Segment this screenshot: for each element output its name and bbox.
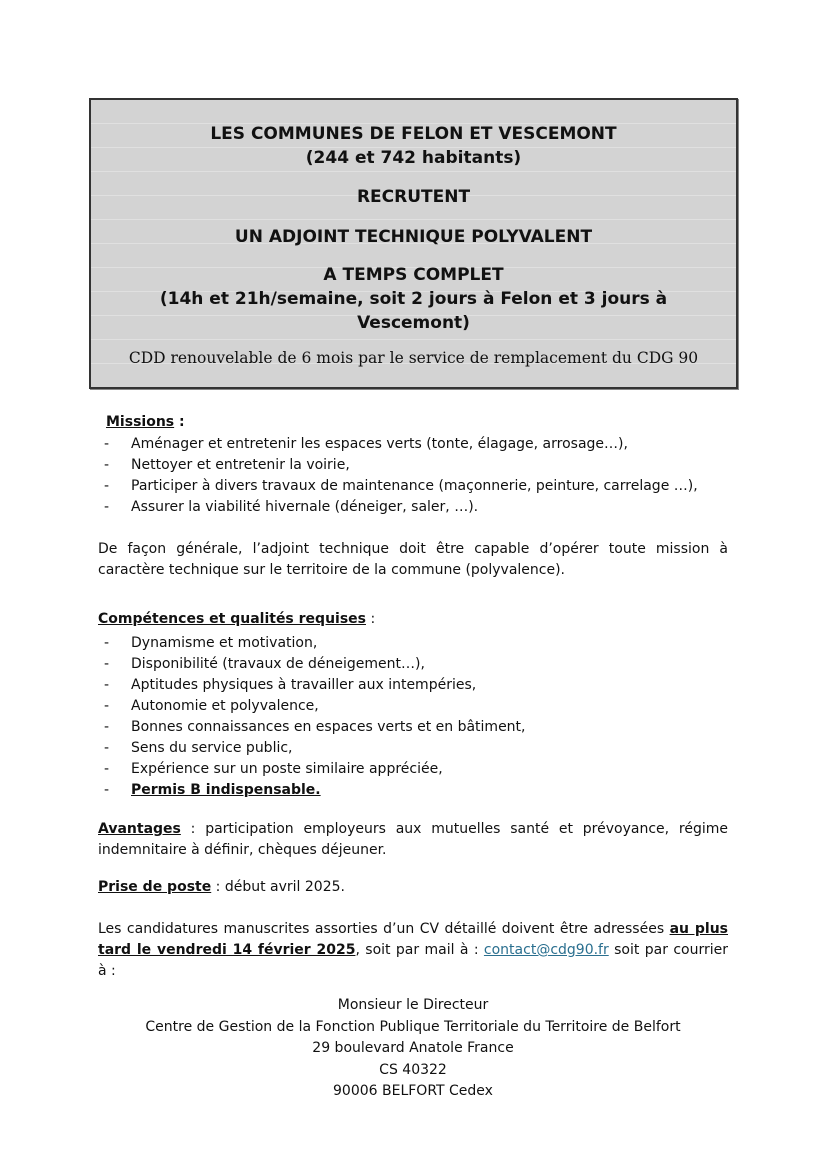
email-link[interactable]: contact@cdg90.fr: [483, 942, 609, 958]
address-line: Monsieur le Directeur: [337, 997, 489, 1013]
address-line: CS 40322: [379, 1061, 447, 1078]
colon: :: [366, 611, 376, 627]
application-text: [98, 919, 728, 982]
general-text: De façon générale, l’adjoint technique doit être capable d’opérer toute mission à caractère technique sur le territoire de la commune (polyvalence).: [98, 541, 728, 578]
start-heading: Prise de poste: [98, 879, 212, 895]
colon: :: [174, 414, 185, 430]
list-item: - Aménager et entretenir les espaces verts (tonte, élagage, arrosage…),: [98, 434, 728, 455]
benefits-text: : participation employeurs aux mutuelles santé et prévoyance, régime indemnitaire à définir, chèques déjeuner.: [98, 821, 728, 858]
deadline: au plus tard le vendredi 14 février 2025: [98, 921, 728, 958]
contract-text: CDD renouvelable de 6 mois par le service de remplacement du CDG 90: [128, 349, 699, 367]
document-body: [98, 412, 728, 1103]
position-title: UN ADJOINT TECHNIQUE POLYVALENT: [234, 227, 593, 247]
benefits-heading: Avantages: [98, 821, 181, 837]
list-item: [98, 780, 728, 801]
missions-heading: Missions: [106, 414, 175, 430]
application-text1: Les candidatures manuscrites assorties d’un CV détaillé doivent être adressées: [98, 921, 670, 937]
list-item: - Bonnes connaissances en espaces verts et en bâtiment,: [98, 717, 728, 738]
application-text3: soit par courrier à :: [98, 942, 728, 979]
list-item: - Disponibilité (travaux de déneigement…),: [98, 654, 728, 675]
application-text2: , soit par mail à :: [355, 942, 484, 958]
list-item: - Participer à divers travaux de maintenance (maçonnerie, peinture, carrelage …),: [98, 476, 728, 497]
start-text: : début avril 2025.: [211, 879, 345, 895]
list-item: - Autonomie et polyvalence,: [98, 696, 728, 717]
address-line: 29 boulevard Anatole France: [312, 1040, 514, 1056]
title-line1: LES COMMUNES DE FELON ET VESCEMONT: [210, 124, 617, 144]
permis-text: Permis B indispensable.: [131, 782, 321, 798]
list-item: - Expérience sur un poste similaire appréciée,: [98, 759, 728, 780]
skills-list: [98, 633, 728, 801]
missions-list: [98, 434, 728, 518]
address-line: Centre de Gestion de la Fonction Publique Territoriale du Territoire de Belfort: [145, 1018, 681, 1035]
hours-text: (14h et 21h/semaine, soit 2 jours à Felon et 3 jours à Vescemont): [159, 289, 668, 333]
list-item: - Sens du service public,: [98, 738, 728, 759]
time-text: A TEMPS COMPLET: [323, 265, 504, 285]
title-line2: (244 et 742 habitants): [305, 148, 522, 168]
recruit-text: RECRUTENT: [356, 187, 471, 207]
list-item: - Assurer la viabilité hivernale (déneiger, saler, …).: [98, 497, 728, 518]
skills-heading: Compétences et qualités requises: [98, 611, 366, 627]
postal-address: [98, 995, 728, 1103]
list-item: - Aptitudes physiques à travailler aux intempéries,: [98, 675, 728, 696]
list-item: - Nettoyer et entretenir la voirie,: [98, 455, 728, 476]
list-item: - Dynamisme et motivation,: [98, 633, 728, 654]
address-line: 90006 BELFORT Cedex: [333, 1083, 493, 1099]
header-box: [89, 98, 738, 389]
